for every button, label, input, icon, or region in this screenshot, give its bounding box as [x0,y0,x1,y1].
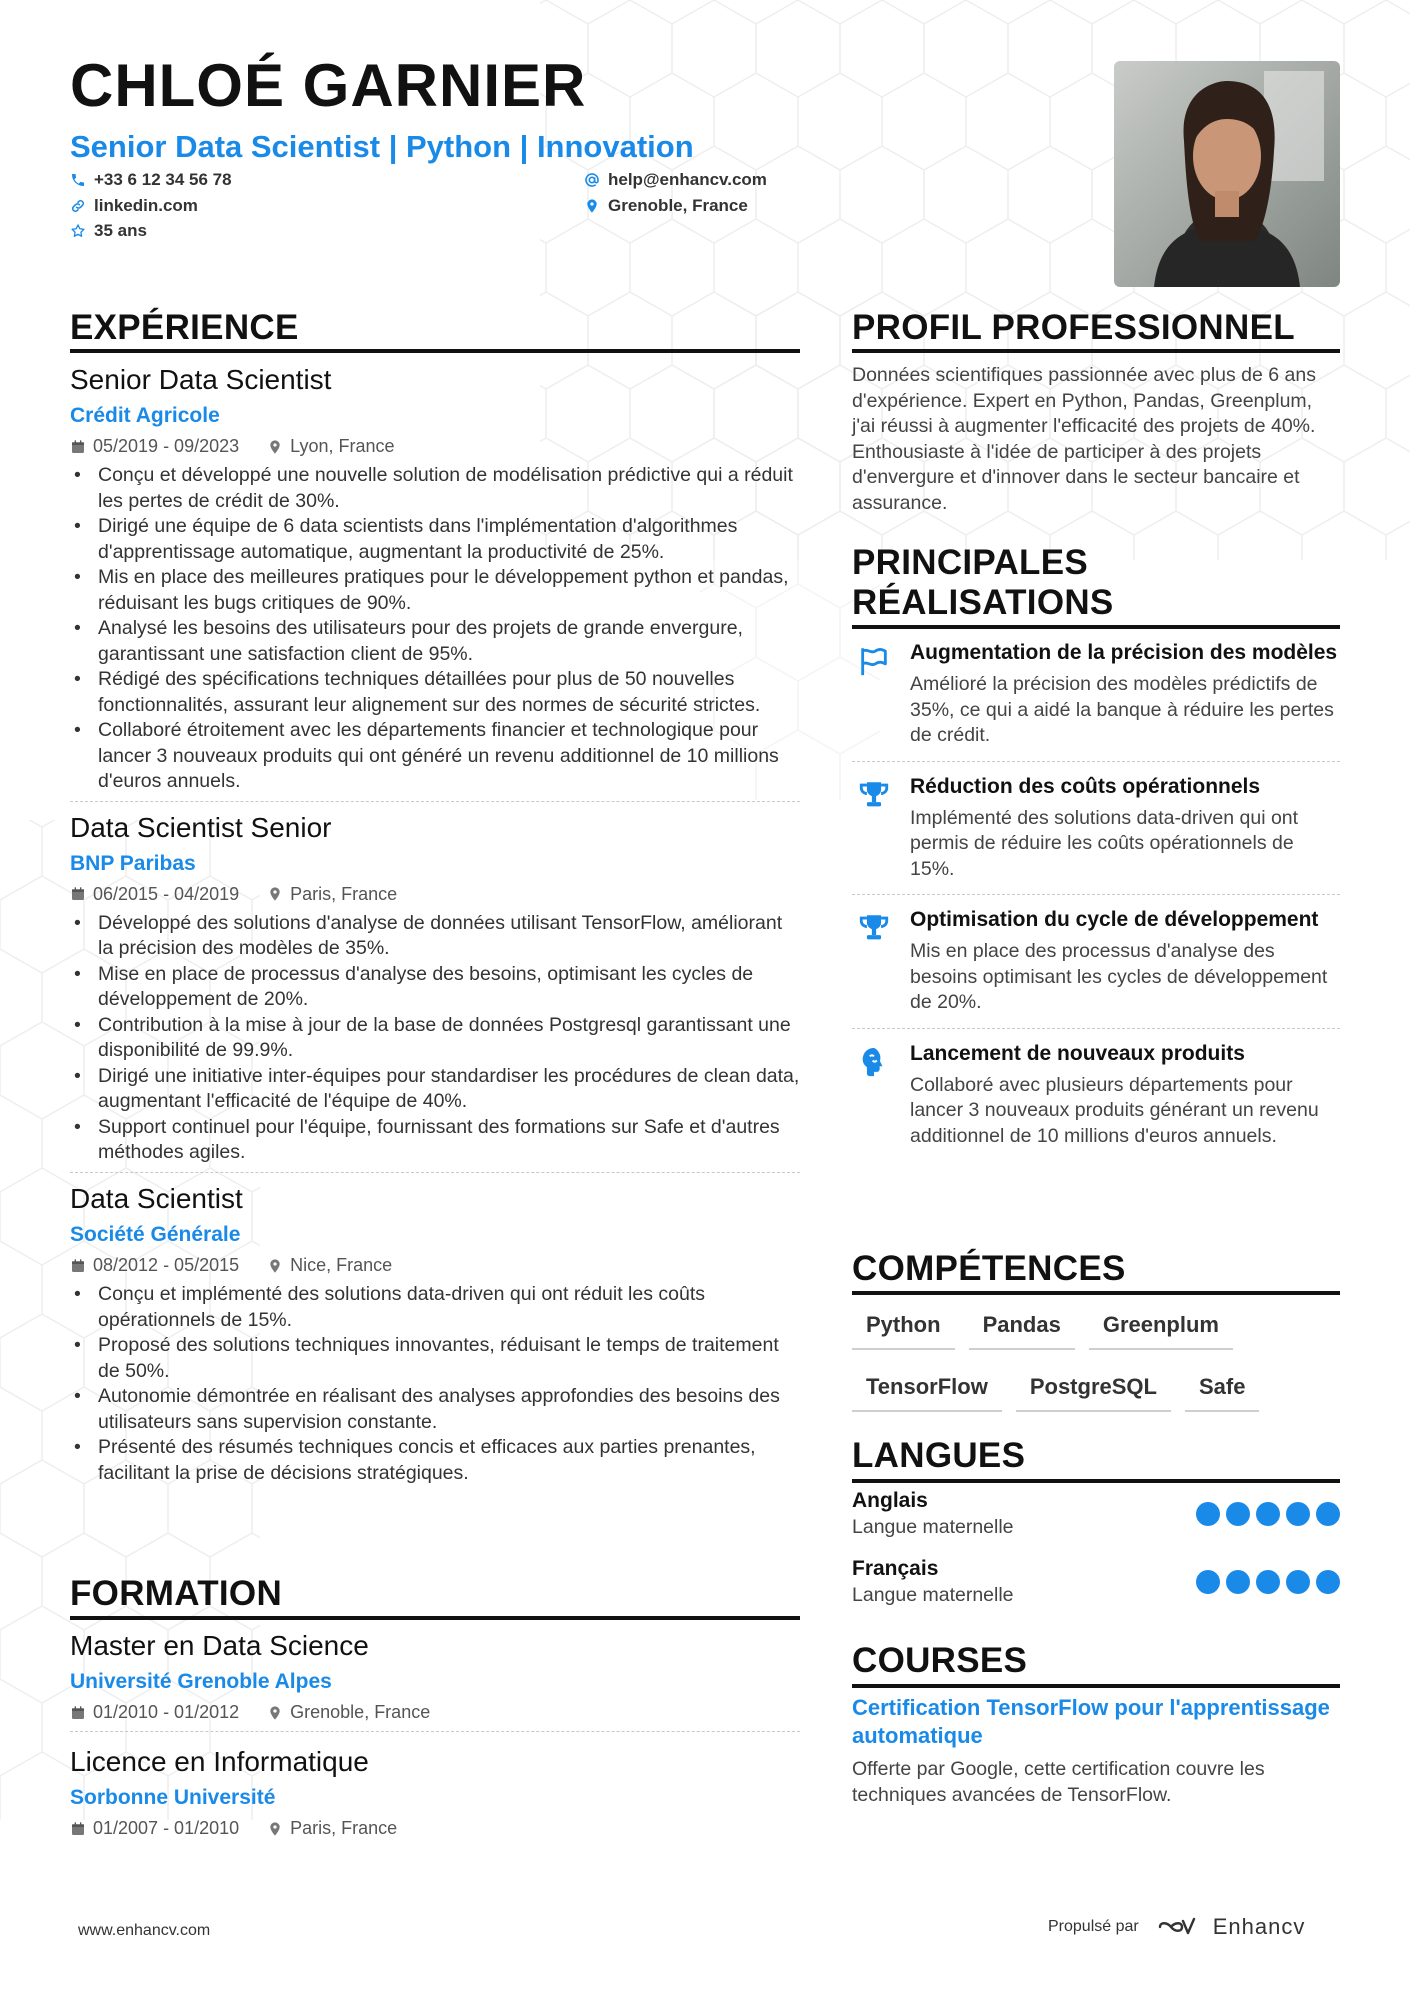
email-text: help@enhancv.com [608,170,767,189]
calendar-icon [70,1821,86,1837]
languages-list [852,1488,1340,1608]
profile-summary: Données scientifiques passionnée avec plus de 6 ans d'expérience. Expert en Python, Pandas, Greenplum, j'ai réussi à augmenter l'efficacité des projets de 40%. Enthousiaste à l'idée de participer à des projets d'envergure et d'innover dans le secteur bancaire et assurance. [852,364,1316,514]
language-level: Langue maternelle [852,1584,1014,1606]
skills-list [852,1306,1340,1412]
candidate-name: CHLOÉ GARNIER [70,52,587,119]
degree: Master en Data Science [70,1630,369,1661]
job-meta [70,1255,800,1276]
bullet: • Mis en place des meilleures pratiques pour le développement python et pandas, réduisant les bugs critiques de 90%. [70,565,800,616]
job-dates: 08/2012 - 05/2015 [93,1255,240,1276]
education-meta [70,1702,800,1723]
calendar-icon [70,1258,86,1274]
profile-photo [1114,61,1340,287]
education-meta [70,1818,800,1839]
skill-tag: TensorFlow [852,1368,1002,1412]
skill-tag: Greenplum [1089,1306,1233,1350]
rating-dot [1226,1502,1250,1526]
achievements-list [852,632,1340,1161]
bullet: • Conçu et implémenté des solutions data-driven qui ont réduit les coûts opérationnels de 15%. [70,1282,800,1333]
contact-age [70,221,147,241]
location-pin-icon [267,886,283,902]
age-text: 35 ans [94,221,147,240]
bullet: • Autonomie démontrée en réalisant des analyses approfondies des besoins des utilisateurs sans supervision constante. [70,1384,800,1435]
phone-icon [70,172,86,188]
contact-phone [70,170,232,190]
section-rule-experience [70,349,800,353]
achievement-desc: Collaboré avec plusieurs départements pour lancer 3 nouveaux produits générant un revenu additionnel de 10 millions d'euros annuels. [910,1073,1319,1147]
bullet: • Rédigé des spécifications techniques détaillées pour plus de 50 nouvelles fonctionnalités, assurant leur alignement sur des normes de sécurité strictes. [70,667,800,718]
job-bullets [70,1282,800,1486]
language-item [852,1556,1340,1608]
location-text: Grenoble, France [608,196,748,215]
experience-entry [70,362,800,802]
language-rating [1196,1570,1340,1594]
section-title-achievements: PRINCIPALES RÉALISATIONS [852,543,1114,623]
job-role: Data Scientist Senior [70,811,332,843]
flag-icon [857,644,891,678]
phone-text: +33 6 12 34 56 78 [94,170,232,189]
achievement-item [852,632,1340,762]
bullet: • Proposé des solutions techniques innovantes, réduisant le temps de traitement de 50%. [70,1333,800,1384]
courses-list [852,1694,1340,1808]
bullet: • Développé des solutions d'analyse de données utilisant TensorFlow, améliorant la précision des modèles de 35%. [70,911,800,962]
section-title-education: FORMATION [70,1574,283,1613]
section-rule-education [70,1616,800,1620]
bullet: • Dirigé une équipe de 6 data scientists dans l'implémentation d'algorithmes d'apprentissage automatique, augmentant la productivité de 25%. [70,514,800,565]
course-title[interactable]: Certification TensorFlow pour l'apprentissage automatique [852,1695,1330,1748]
contact-email[interactable] [584,170,767,190]
language-rating [1196,1502,1340,1526]
powered-by-text: Propulsé par [1048,1918,1139,1935]
education-entry [70,1732,800,1839]
contact-location [584,196,748,216]
job-dates: 05/2019 - 09/2023 [93,436,240,457]
achievement-item [852,895,1340,1029]
job-location: Lyon, France [290,436,395,457]
job-dates: 06/2015 - 04/2019 [93,883,240,904]
rating-dot [1256,1502,1280,1526]
brain-icon [857,1045,891,1079]
section-title-courses: COURSES [852,1641,1028,1680]
location-pin-icon [267,1258,283,1274]
rating-dot [1316,1502,1340,1526]
degree: Licence en Informatique [70,1746,369,1778]
achievement-item [852,1029,1340,1162]
language-item [852,1488,1340,1540]
education-list [70,1628,800,1839]
rating-dot [1226,1570,1250,1594]
skill-tag: Safe [1185,1368,1259,1412]
star-icon [70,223,86,239]
language-name: Anglais [852,1489,928,1512]
rating-dot [1256,1570,1280,1594]
section-title-experience: EXPÉRIENCE [70,308,299,347]
bullet: • Collaboré étroitement avec les départements financier et technologique pour lancer 3 nouveaux produits qui ont généré un revenu additionnel de 10 millions d'euros annuels. [70,718,800,795]
education-entry [70,1628,800,1732]
rating-dot [1196,1502,1220,1526]
achievement-desc: Implémenté des solutions data-driven qui ont permis de réduire les coûts opérationnels de 15%. [910,806,1299,880]
skill-tag: Pandas [969,1306,1075,1350]
link-icon [70,198,86,214]
enhancv-logo-icon [1153,1915,1199,1939]
rating-dot [1286,1502,1310,1526]
calendar-icon [70,886,86,902]
education-location: Paris, France [290,1818,398,1839]
location-pin-icon [584,198,600,214]
skill-tag: PostgreSQL [1016,1368,1171,1412]
job-role: Data Scientist [70,1182,243,1214]
achievement-desc: Mis en place des processus d'analyse des besoins optimisant les cycles de développement de 20%. [910,940,1328,1013]
bullet: • Analysé les besoins des utilisateurs pour des projets de grande envergure, garantissant une satisfaction client de 95%. [70,616,800,667]
job-bullets [70,463,800,795]
job-location: Paris, France [290,883,398,904]
section-title-skills: COMPÉTENCES [852,1249,1126,1288]
section-title-profile: PROFIL PROFESSIONNEL [852,308,1295,347]
school[interactable]: Université Grenoble Alpes [70,1670,332,1693]
job-company[interactable]: Société Générale [70,1222,241,1246]
trophy-icon [857,778,891,812]
rating-dot [1316,1570,1340,1594]
footer-branding[interactable] [1048,1914,1305,1940]
contact-linkedin[interactable] [70,196,198,216]
language-name: Français [852,1557,939,1580]
section-rule-skills [852,1291,1340,1295]
achievement-title: Lancement de nouveaux produits [910,1041,1245,1065]
education-dates: 01/2010 - 01/2012 [93,1702,240,1723]
calendar-icon [70,1705,86,1721]
location-pin-icon [267,1705,283,1721]
course-desc: Offerte par Google, cette certification couvre les techniques avancées de TensorFlow. [852,1758,1265,1806]
at-icon [584,172,600,188]
language-level: Langue maternelle [852,1516,1014,1538]
footer-website[interactable]: www.enhancv.com [78,1922,211,1939]
bullet: • Présenté des résumés techniques concis et efficaces aux parties prenantes, facilitant la prise de décisions stratégiques. [70,1435,800,1486]
achievement-title: Réduction des coûts opérationnels [910,774,1261,798]
bullet: • Contribution à la mise à jour de la base de données Postgresql garantissant une disponibilité de 99.9%. [70,1013,800,1064]
job-meta [70,884,800,905]
section-rule-courses [852,1684,1340,1688]
achievement-title: Optimisation du cycle de développement [910,908,1319,931]
bullet: • Dirigé une initiative inter-équipes pour standardiser les procédures de clean data, augmentant l'efficacité de l'équipe de 40%. [70,1064,800,1115]
bullet: • Mise en place de processus d'analyse des besoins, optimisant les cycles de développement de 20%. [70,962,800,1013]
skill-tag: Python [852,1306,955,1350]
linkedin-text: linkedin.com [94,196,198,215]
brand-name: Enhancv [1212,1914,1306,1939]
job-company[interactable]: Crédit Agricole [70,404,220,427]
trophy-icon [857,911,891,945]
education-location: Grenoble, France [290,1702,431,1723]
achievement-title: Augmentation de la précision des modèles [910,641,1338,664]
experience-list [70,362,800,1486]
headline: Senior Data Scientist | Python | Innovation [70,129,694,164]
section-rule-achievements [852,625,1340,629]
job-location: Nice, France [290,1255,393,1276]
bullet: • Conçu et développé une nouvelle solution de modélisation prédictive qui a réduit les pertes de crédit de 30%. [70,463,800,514]
job-bullets [70,911,800,1166]
job-meta [70,436,800,457]
experience-entry [70,802,800,1173]
location-pin-icon [267,439,283,455]
achievement-item [852,762,1340,896]
rating-dot [1196,1570,1220,1594]
school[interactable]: Sorbonne Université [70,1786,276,1810]
section-rule-languages [852,1479,1340,1483]
experience-entry [70,1173,800,1486]
section-rule-profile [852,349,1340,353]
bullet: • Support continuel pour l'équipe, fournissant des formations sur Safe et d'autres méthodes agiles. [70,1115,800,1166]
rating-dot [1286,1570,1310,1594]
location-pin-icon [267,1821,283,1837]
education-dates: 01/2007 - 01/2010 [93,1818,240,1839]
achievement-desc: Amélioré la précision des modèles prédictifs de 35%, ce qui a aidé la banque à réduire les pertes de crédit. [910,673,1334,746]
job-company[interactable]: BNP Paribas [70,851,196,875]
section-title-languages: LANGUES [852,1436,1026,1475]
job-role: Senior Data Scientist [70,364,332,395]
calendar-icon [70,439,86,455]
